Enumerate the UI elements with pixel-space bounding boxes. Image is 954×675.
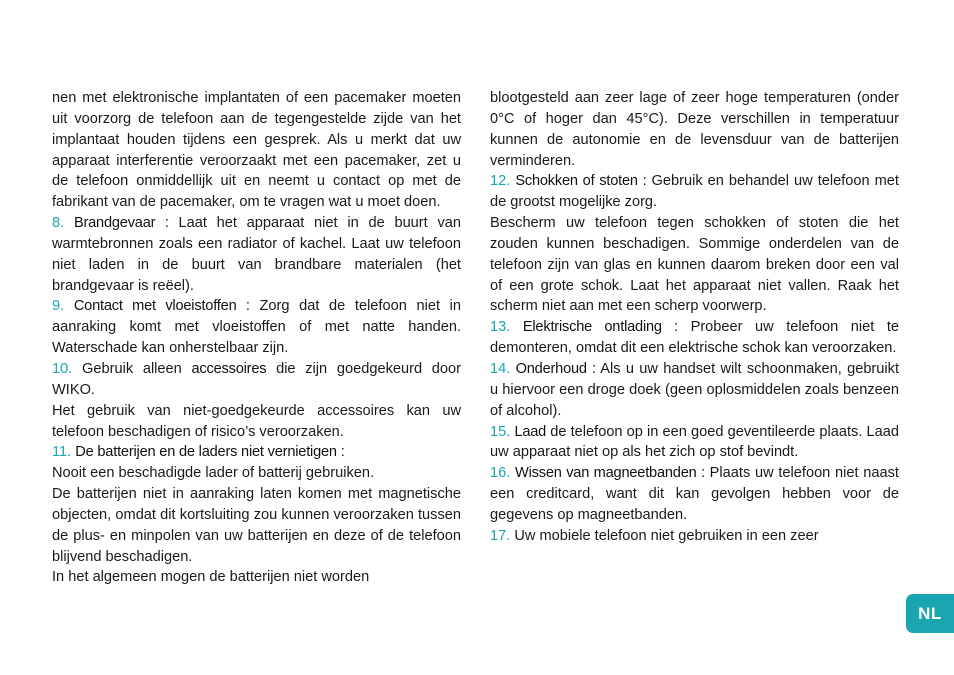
section-10-extra: Het gebruik van niet-goedgekeurde accessoires kan uw telefoon beschadigen of risico’s veroorzaken. xyxy=(52,402,461,440)
section-term: De batterijen en de laders niet vernietigen : xyxy=(75,444,345,461)
section-number: 11. xyxy=(52,444,72,461)
section-11-p1: Nooit een beschadigde lader of batterij gebruiken. xyxy=(52,465,375,482)
section-text: Als u uw handset wilt schoonmaken, gebruikt u hiervoor een droge doek (geen oplosmiddelen zoals benzeen of alcohol). xyxy=(490,360,900,419)
section-text: Laat het apparaat niet in de buurt van warmtebronnen zoals een radiator of kachel. Laat uw telefoon niet laden in de buurt van brandbare materialen (het brandgevaar is reëel). xyxy=(52,215,461,294)
section-number: 16. xyxy=(490,465,511,482)
section-13 xyxy=(490,317,899,359)
section-term: Schokken of stoten : xyxy=(515,173,647,190)
section-text: Gebruik en behandel uw telefoon met de grootst mogelijke zorg. xyxy=(490,173,899,211)
section-text: Uw mobiele telefoon niet gebruiken in een zeer xyxy=(510,527,819,544)
section-term: accessoires xyxy=(191,360,267,377)
section-15 xyxy=(490,422,899,464)
section-11-p3: In het algemeen mogen de batterijen niet worden xyxy=(52,569,370,586)
section-16 xyxy=(490,463,899,526)
section-text: Zorg dat de telefoon niet in aanraking komt met vloeistoffen of met natte handen. Waterschade kan onherstelbaar zijn. xyxy=(52,298,461,357)
section-term: Wissen van magneetbanden : xyxy=(515,465,705,482)
section-term: Elektrische ontlading : xyxy=(522,319,679,336)
section-11 xyxy=(52,442,461,463)
section-8 xyxy=(52,213,461,296)
section-9 xyxy=(52,296,461,359)
language-tab: NL xyxy=(906,594,954,633)
section-number: 17. xyxy=(490,527,511,544)
section-text: Plaats uw telefoon niet naast een creditcard, want dit kan gevolgen hebben voor de gegevens op magneetbanden. xyxy=(490,465,899,523)
section-number: 12. xyxy=(490,173,511,190)
left-column xyxy=(52,88,461,588)
section-text: Probeer uw telefoon niet te demonteren, omdat dit een elektrische schok kan veroorzaken. xyxy=(490,319,899,357)
section-term: Contact met vloeistoffen : xyxy=(73,298,250,315)
section-term: Onderhoud : xyxy=(515,360,596,377)
section-number: 15. xyxy=(490,423,511,440)
section-12-extra: Bescherm uw telefoon tegen schokken of stoten die het zouden kunnen beschadigen. Sommige onderdelen van de telefoon zijn van glas en kunnen daarom breken door een val of een grote schok. Laat het apparaat niet vallen. Raak het scherm niet aan met een scherp voorwerp. xyxy=(490,215,899,315)
section-term: Brandgevaar : xyxy=(73,215,169,232)
section-number: 8. xyxy=(52,215,65,232)
section-text: die zijn goedgekeurd door WIKO. xyxy=(52,360,461,398)
section-term: Laad xyxy=(514,423,547,440)
intro-paragraph: nen met elektronische implantaten of een pacemaker moeten uit voorzorg de telefoon aan de tegengestelde zijde van het implantaat houden tijdens een gesprek. Als u merkt dat uw apparaat interferentie veroorzaakt met een pacemaker, zet u de telefoon onmiddellijk uit en neemt u contact op met de fabrikant van de pacemaker, om te vragen wat u moet doen. xyxy=(52,90,461,211)
right-column xyxy=(490,88,899,547)
section-number: 9. xyxy=(52,298,65,315)
section-10 xyxy=(52,359,461,401)
section-12 xyxy=(490,171,899,213)
section-number: 14. xyxy=(490,360,511,377)
section-11-p2: De batterijen niet in aanraking laten komen met magnetische objecten, omdat dit kortsluiting zou kunnen veroorzaken tussen de plus- en minpolen van uw batterijen en deze of de telefoon blijvend beschadigen. xyxy=(52,486,461,565)
section-text: de telefoon op in een goed geventileerde plaats. Laad uw apparaat niet op als het zich op stof bevindt. xyxy=(490,423,899,461)
section-pre: Gebruik alleen xyxy=(72,360,192,377)
section-17 xyxy=(490,526,899,547)
section-14 xyxy=(490,359,899,422)
section-number: 13. xyxy=(490,319,511,336)
section-number: 10. xyxy=(52,360,73,377)
continued-paragraph: blootgesteld aan zeer lage of zeer hoge temperaturen (onder 0°C of hoger dan 45°C). Deze verschillen in temperatuur kunnen de autonomie en de levensduur van de batterijen verminderen. xyxy=(490,90,899,169)
